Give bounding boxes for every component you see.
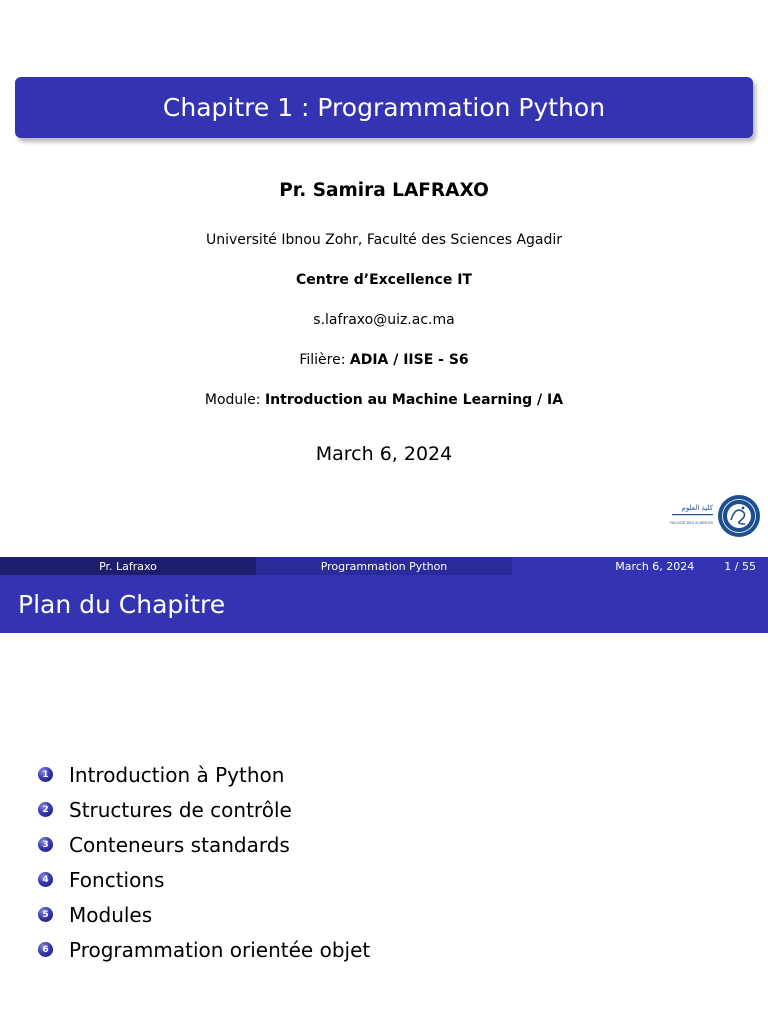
email: s.lafraxo@uiz.ac.ma <box>313 312 455 328</box>
frame-title: Plan du Chapitre <box>18 589 226 619</box>
faculty-logo <box>670 493 762 539</box>
numbered-ball-icon: 2 <box>38 802 53 817</box>
toc-item-label: Programmation orientée objet <box>69 937 371 962</box>
toc-item[interactable] <box>38 862 370 897</box>
numbered-ball-icon: 3 <box>38 837 53 852</box>
footer-date: March 6, 2024 <box>615 559 695 573</box>
toc-item-label: Structures de contrôle <box>69 797 292 822</box>
footer-page-number: 1 / 55 <box>724 559 756 573</box>
slide-title-box <box>15 77 753 138</box>
toc-item-label: Conteneurs standards <box>69 832 290 857</box>
filiere-label: Filière: <box>299 352 350 368</box>
numbered-ball-icon: 5 <box>38 907 53 922</box>
slide-title: Chapitre 1 : Programmation Python <box>162 93 606 122</box>
footer-author-segment <box>0 557 256 575</box>
slide-date: March 6, 2024 <box>315 443 453 465</box>
frame-title-bar <box>0 575 768 633</box>
footer-bar <box>0 557 768 575</box>
filiere-value: ADIA / IISE - S6 <box>349 352 469 368</box>
footer-author: Pr. Lafraxo <box>99 559 157 573</box>
logo-latin-text: FACULTÉ DES SCIENCES <box>670 521 713 525</box>
numbered-ball-icon: 1 <box>38 767 53 782</box>
toc-item[interactable] <box>38 792 370 827</box>
table-of-contents <box>38 757 370 967</box>
numbered-ball-icon: 6 <box>38 942 53 957</box>
module-value: Introduction au Machine Learning / IA <box>264 392 564 408</box>
numbered-ball-icon: 4 <box>38 872 53 887</box>
module-label: Module: <box>204 392 265 408</box>
author-name: Pr. Samira LAFRAXO <box>279 180 489 201</box>
filiere-line <box>0 352 768 368</box>
footer-title: Programmation Python <box>320 559 448 573</box>
toc-item[interactable] <box>38 932 370 967</box>
footer-title-segment <box>256 557 512 575</box>
footer-date-segment <box>512 557 768 575</box>
toc-item-label: Modules <box>69 902 153 927</box>
institution: Université Ibnou Zohr, Faculté des Sciences Agadir <box>205 232 563 248</box>
toc-item-label: Introduction à Python <box>69 762 285 787</box>
centre-name: Centre d’Excellence IT <box>296 272 472 288</box>
logo-arabic-text: كلية العلوم <box>681 504 713 512</box>
toc-item[interactable] <box>38 827 370 862</box>
toc-item[interactable] <box>38 897 370 932</box>
module-line <box>0 392 768 408</box>
faculty-logo-graphic <box>670 493 762 539</box>
toc-item[interactable] <box>38 757 370 792</box>
toc-item-label: Fonctions <box>69 867 165 892</box>
